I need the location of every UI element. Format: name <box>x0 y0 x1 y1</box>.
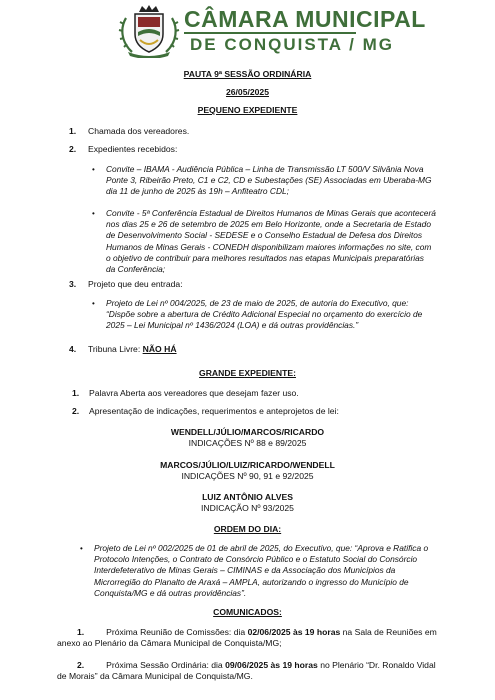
projeto-lei-002 <box>94 543 438 599</box>
session-date: 26/05/2025 <box>225 87 269 97</box>
header-subtitle: DE CONQUISTA / MG <box>190 35 394 54</box>
item-number: 2. <box>77 660 85 670</box>
item-number: 4. <box>69 344 77 354</box>
text-line: de Morais” da Câmara Municipal de Conquista/MG. <box>57 671 253 682</box>
pauta-title: PAUTA 9ª SESSÃO ORDINÁRIA <box>183 69 312 79</box>
expediente-convite-conferencia <box>106 208 436 275</box>
text-line: Convite - 5ª Conferência Estadual de Direitos Humanos de Minas Gerais que acontecerá <box>106 208 436 218</box>
text-span: no Plenário “Dr. Ronaldo Vidal <box>317 660 436 670</box>
item-text: Tribuna Livre: <box>88 344 141 354</box>
pequeno-expediente-heading: PEQUENO EXPEDIENTE <box>197 105 298 115</box>
text-span: Próxima Reunião de Comissões: dia <box>106 627 248 637</box>
item-text: Expedientes recebidos: <box>88 144 178 154</box>
text-span: na Sala de Reuniões em <box>340 627 437 637</box>
text-line: Conquista/MG e dá outras providências”. <box>94 587 247 598</box>
text-line: Protocolo Intenções, o Contrato de Consórcio Público e o Estatuto Social do Consórcio <box>94 554 418 565</box>
grande-expediente-heading: GRANDE EXPEDIENTE: <box>199 368 296 378</box>
coat-of-arms-icon <box>118 4 180 58</box>
item-number: 2. <box>69 144 77 154</box>
indicacao-detail: INDICAÇÕES Nº 88 e 89/2025 <box>188 438 307 448</box>
header-title: CÂMARA MUNICIPAL <box>184 6 426 32</box>
comunicado-item <box>57 627 439 650</box>
text-line: Projeto de Lei nº 004/2025, de 23 de maio de 2025, de autoria do Executivo, que: <box>106 298 409 308</box>
bullet-icon: • <box>92 209 95 218</box>
indicacao-detail: INDICAÇÃO Nº 93/2025 <box>201 503 294 513</box>
ordem-do-dia-heading: ORDEM DO DIA: <box>213 524 282 534</box>
item-number: 1. <box>69 126 77 136</box>
text-line: 2025 – Lei Municipal nº 1436/2024 (LOA) e dá outras providências.” <box>106 320 359 331</box>
tribuna-livre-value: NÃO HÁ <box>142 344 177 354</box>
text-line: Convite – IBAMA - Audiência Pública – Linha de Transmissão LT 500/V Silvânia Nova <box>106 164 424 174</box>
session-datetime: 09/06/2025 às 19 horas <box>225 660 318 670</box>
header-divider <box>184 32 356 34</box>
text-line: o objetivo de contribuir para melhores resultados nas etapas Municipais preparatórias <box>106 252 424 263</box>
item-text: Projeto que deu entrada: <box>88 279 183 289</box>
text-line: Interdefeterativo de Minas Gerais – CIMINAS e da Associação dos Municípios da <box>94 565 396 576</box>
bullet-icon: • <box>92 165 95 174</box>
item-number: 1. <box>77 627 85 637</box>
text-line: Ponte 3, Ribeirão Preto, C1 e C2, CD e Subestações (SE) Associadas em Uberaba-MG <box>106 175 432 186</box>
text-line: “Dispõe sobre a abertura de Crédito Adicional Especial no orçamento do exercício de <box>106 309 423 320</box>
text-line: Humanos de Minas Gerais - CONEDH disponibilizam maiores informações no site, com <box>106 241 432 252</box>
text-line: da Conferência; <box>106 264 166 275</box>
projeto-lei-004 <box>106 298 436 332</box>
tribuna-livre <box>88 344 177 355</box>
meeting-datetime: 02/06/2025 às 19 horas <box>247 627 341 637</box>
text-span: Próxima Sessão Ordinária: dia <box>106 660 226 670</box>
item-text: Chamada dos vereadores. <box>88 126 190 136</box>
indicacao-authors: MARCOS/JÚLIO/LUIZ/RICARDO/WENDELL <box>160 460 335 470</box>
text-line: anexo ao Plenário da Câmara Municipal de Conquista/MG; <box>57 638 282 649</box>
item-number: 3. <box>69 279 77 289</box>
text-line: dia 11 de junho de 2025 às 19h – Anfiteatro CDL; <box>106 186 289 197</box>
text-line <box>77 627 439 638</box>
item-text: Apresentação de indicações, requerimentos e anteprojetos de lei: <box>89 406 339 416</box>
item-text: Palavra Aberta aos vereadores que desejam fazer uso. <box>89 388 299 398</box>
text-line: Projeto de Lei nº 002/2025 de 01 de abril de 2025, do Executivo, que: “Aprova e Ratifica o <box>94 543 429 553</box>
comunicado-item <box>57 660 439 683</box>
indicacao-detail: INDICAÇÕES Nº 90, 91 e 92/2025 <box>181 471 314 481</box>
expediente-convite-ibama <box>106 164 436 198</box>
indicacao-authors: LUIZ ANTÔNIO ALVES <box>202 492 293 502</box>
comunicados-heading: COMUNICADOS: <box>213 607 282 617</box>
item-number: 2. <box>72 406 80 416</box>
bullet-icon: • <box>92 299 95 308</box>
item-number: 1. <box>72 388 80 398</box>
bullet-icon: • <box>80 544 83 553</box>
text-line: Microrregião do Planalto de Araxá – AMPLA, autorizando o ingresso do Município de <box>94 576 409 587</box>
indicacao-authors: WENDELL/JÚLIO/MARCOS/RICARDO <box>170 427 325 437</box>
text-line: nos dias 25 e 26 de setembro de 2025 em Belo Horizonte, onde a Secretaria de Estado <box>106 219 431 230</box>
letterhead <box>118 4 426 60</box>
text-line: de Desenvolvimento Social - SEDESE e o Conselho Estadual de Defesa dos Direitos <box>106 230 423 241</box>
text-line <box>77 660 439 671</box>
